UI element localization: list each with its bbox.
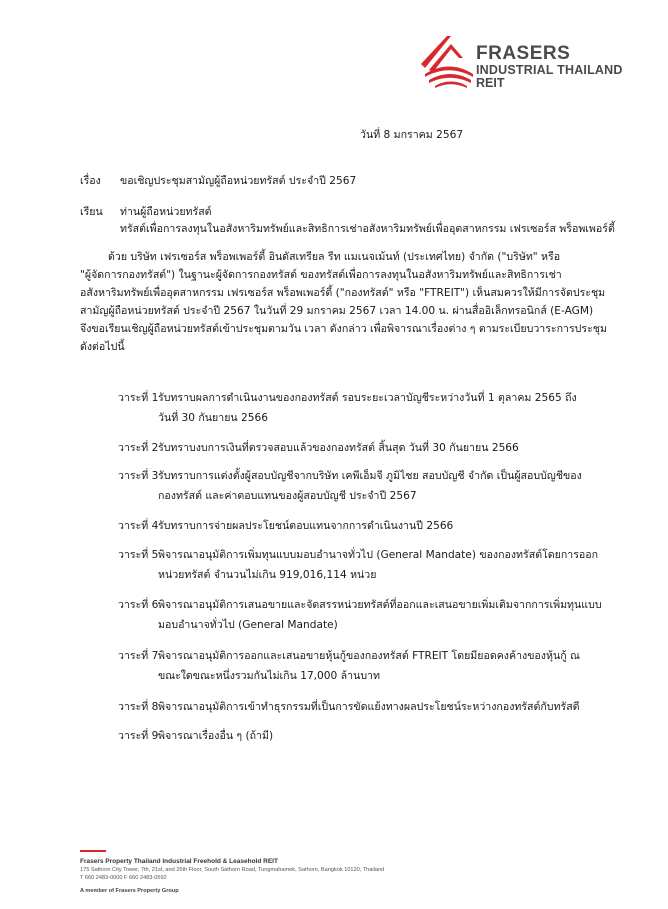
agenda-number: วาระที่ 7 [118,650,159,662]
body-line: จึงขอเรียนเชิญผู้ถือหน่วยทรัสต์เข้าประชุมตามวัน เวลา ดังกล่าว เพื่อพิจารณาเรื่องต่าง ๆ ตามระเบียบวาระการประชุม [80,323,607,335]
recipient-text: ท่านผู้ถือหน่วยทรัสต์ [120,206,212,218]
agenda-number: วาระที่ 8 [118,701,159,713]
agenda-text: รับทราบการจ่ายผลประโยชน์ตอบแทนจากการดำเนินงานปี 2566 [158,520,454,532]
recipient-subtitle: ทรัสต์เพื่อการลงทุนในอสังหาริมทรัพย์และสิทธิการเช่าอสังหาริมทรัพย์เพื่ออุตสาหกรรม เฟรเซอร์ส พร็อพเพอร์ตี้ [120,223,615,235]
subject-text: ขอเชิญประชุมสามัญผู้ถือหน่วยทรัสต์ ประจำปี 2567 [120,175,357,187]
logo-line-reit: REIT [476,76,505,90]
body-line: ดังต่อไปนี้ [80,341,125,353]
agenda-number: วาระที่ 4 [118,520,159,532]
subject-label: เรื่อง [80,175,101,187]
agenda-text: รับทราบผลการดำเนินงานของกองทรัสต์ รอบระยะเวลาบัญชีระหว่างวันที่ 1 ตุลาคม 2565 ถึง [158,392,577,404]
body-line: อสังหาริมทรัพย์เพื่ออุตสาหกรรม เฟรเซอร์ส พร็อพเพอร์ตี้ ("กองทรัสต์" หรือ "FTREIT") เห็นสมควรให้มีการจัดประชุม [80,287,606,299]
agenda-text: รับทราบการแต่งตั้งผู้สอบบัญชีจากบริษัท เคพีเอ็มจี ภูมิไชย สอบบัญชี จำกัด เป็นผู้สอบบัญชีของ [158,470,582,482]
agenda-number: วาระที่ 1 [118,392,159,404]
agenda-text: พิจารณาอนุมัติการเข้าทำธุรกรรมที่เป็นการขัดแย้งทางผลประโยชน์ระหว่างกองทรัสต์กับทรัสตี [158,701,580,713]
footer-divider [80,850,106,852]
body-line: สามัญผู้ถือหน่วยทรัสต์ ประจำปี 2567 ในวันที่ 29 มกราคม 2567 เวลา 14.00 น. ผ่านสื่ออิเล็กทรอนิกส์ (E-AGM) [80,305,594,317]
letterhead-footer [80,857,384,897]
logo-wordmark [476,44,623,90]
agenda-number: วาระที่ 5 [118,549,159,561]
body-line: "ผู้จัดการกองทรัสต์") ในฐานะผู้จัดการกองทรัสต์ ของทรัสต์เพื่อการลงทุนในอสังหาริมทรัพย์และสิทธิการเช่า [80,269,562,281]
footer-phone: T 660 2483-0000 F 660 2483-0592 [80,875,167,881]
agenda-text: วันที่ 30 กันยายน 2566 [158,412,268,424]
footer-address: 175 Sathorn City Tower, 7th, 21st, and 26th Floor, South Sathorn Road, Tungmahamek, Sathorn, Bangkok 10120, Thailand [80,867,385,873]
agenda-text: พิจารณาเรื่องอื่น ๆ (ถ้ามี) [158,730,274,742]
agenda-text: ขณะใดขณะหนึ่งรวมกันไม่เกิน 17,000 ล้านบาท [158,670,380,682]
agenda-text: พิจารณาอนุมัติการออกและเสนอขายหุ้นกู้ของกองทรัสต์ FTREIT โดยมียอดคงค้างของหุ้นกู้ ณ [158,650,580,662]
footer-member-note: A member of Frasers Property Group [80,888,179,894]
agenda-text: รับทราบงบการเงินที่ตรวจสอบแล้วของกองทรัสต์ สิ้นสุด วันที่ 30 กันยายน 2566 [158,442,519,454]
logo-line-frasers: FRASERS [476,43,571,64]
footer-entity-name: Frasers Property Thailand Industrial Freehold & Leasehold REIT [80,858,278,865]
agenda-text: พิจารณาอนุมัติการเสนอขายและจัดสรรหน่วยทรัสต์ที่ออกและเสนอขายเพิ่มเติมจากการเพิ่มทุนแบบ [158,599,602,611]
body-line: ด้วย บริษัท เฟรเซอร์ส พร็อพเพอร์ตี้ อินดัสเทรียล รีท แมเนจเม้นท์ (ประเทศไทย) จำกัด ("บริษัท" หรือ [108,251,561,263]
frasers-logo-mark-icon [415,30,477,92]
recipient-label: เรียน [80,206,103,218]
logo-line-industrial: INDUSTRIAL THAILAND [476,63,623,77]
agenda-text: พิจารณาอนุมัติการเพิ่มทุนแบบมอบอำนาจทั่วไป (General Mandate) ของกองทรัสต์โดยการออก [158,549,599,561]
agenda-number: วาระที่ 6 [118,599,159,611]
agenda-text: มอบอำนาจทั่วไป (General Mandate) [158,619,338,631]
agenda-number: วาระที่ 2 [118,442,159,454]
letter-date: วันที่ 8 มกราคม 2567 [360,129,464,141]
agenda-text: กองทรัสต์ และค่าตอบแทนของผู้สอบบัญชี ประจำปี 2567 [158,490,417,502]
agenda-number: วาระที่ 9 [118,730,159,742]
agenda-number: วาระที่ 3 [118,470,159,482]
agenda-text: หน่วยทรัสต์ จำนวนไม่เกิน 919,016,114 หน่วย [158,569,377,581]
body-paragraph [80,248,607,356]
frasers-logo [415,30,655,100]
